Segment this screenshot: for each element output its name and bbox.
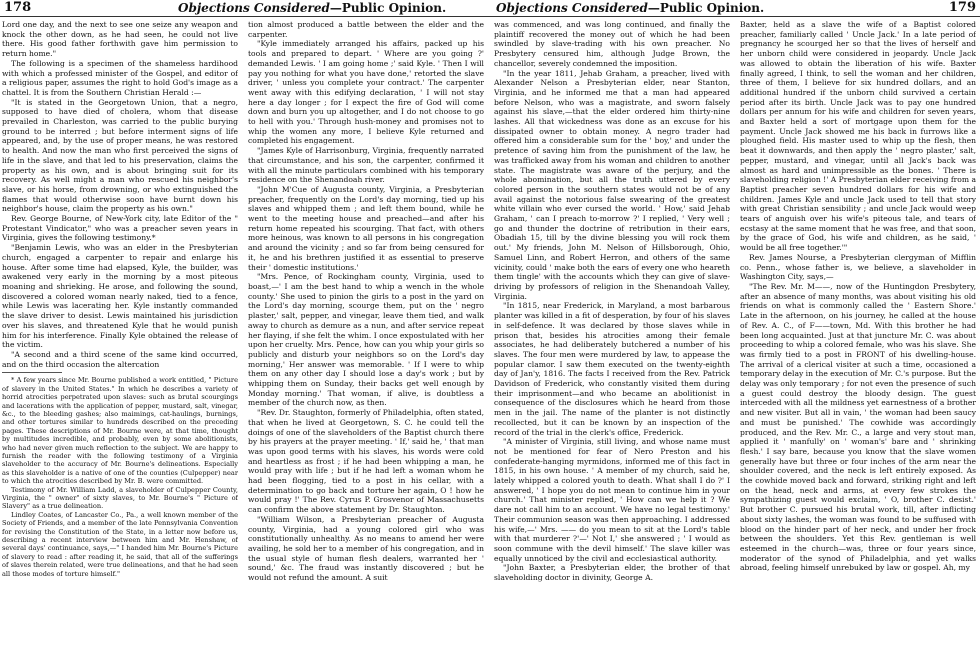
- running-title-sub: —Public Opinion.: [329, 1, 447, 15]
- text-column-right: [248, 20, 484, 666]
- running-title: [178, 0, 446, 16]
- footnote-divider: [2, 372, 62, 373]
- running-title-sub: —Public Opinion.: [647, 1, 765, 15]
- paragraph: "James Kyle of Harrisonburg, Virginia, frequently narrated that circumstance, and his son, the carpenter, confirmed it with all the minute particulars combined with his temporary residence on the Shenandoah river.: [248, 146, 484, 185]
- page-header: [490, 0, 980, 17]
- page-header: [0, 0, 490, 17]
- right-page: [490, 0, 980, 669]
- paragraph: "Kyle immediately arranged his affairs, packed up his tools and prepared to depart. ' Where are you going ?' demanded Lewis. ' I am going home ;' said Kyle. ' Then I will pay you nothing for what you have done,' retorted the slave driver, ' unless you complete your contract.' The carpenter went away with this edifying declaration, ' I will not stay here a day longer ; for I expect the fire of God will come down and burn you up altogether, and I do not choose to go to hell with you.' Through hush-money and promises not to whip the women any more, I believe Kyle returned and completed his engagement.: [248, 39, 484, 146]
- paragraph: "A second and a third scene of the same kind occurred, and on the third occasion the altercation: [2, 349, 238, 369]
- paragraph: "William Wilson, a Presbyterian preacher of Augusta county, Virginia, had a young colored girl who was constitutionally unhealthy. As no means to amend her were availing, he sold her to a member of his congregation, and in the usual style of human flesh dealers, warranted her ' sound,' &c. The fraud was instantly discovered ; but he would not refund the amount. A suit: [248, 514, 484, 583]
- text-column-right: [740, 20, 976, 666]
- paragraph: "John M'Cue of Augusta county, Virginia, a Presbyterian preacher, frequently on the Lord's day morning, tied up his slaves and whipped them ; and left them bound, while he went to the meeting house and preached—and after his return home repeated his scourging. That fact, with others more heinous, was known to all persons in his congregation and around the vicinity ; and so far from being censured for it, he and his brethren justified it as essential to preserve their ' domestic institutions.': [248, 184, 484, 272]
- paragraph: was commenced, and was long continued, and finally the plaintiff recovered the money out of which he had been swindled by slave-trading with his own preacher. No Presbytery censured him, although Judge Brown, the chancellor, severely condemned the imposition.: [494, 20, 730, 68]
- paragraph: "It is stated in the Georgetown Union, that a negro, supposed to have died of cholera, whom that disease prevailed in Charleston, was carried to the public burying ground to be interred ; but before interment signs of life appeared, and, by the use of proper means, he was restored to health. And now the man who first perceived the signs of life in the slave, and that led to his preservation, claims the property as his own, and is about bringing suit for its recovery. As well might a man who rescued his neighbor's slave, or his horse, from drowning, or who extinguished the flames that would otherwise soon have burnt down his neighbor's house, claim the property as his own.": [2, 97, 238, 214]
- running-title-main: Objections Considered: [178, 1, 330, 15]
- text-column-left: [494, 20, 730, 666]
- paragraph: Rev. George Bourne, of New-York city, late Editor of the " Protestant Vindicator," who was a preacher seven years in Virginia, gives the following testimony.*: [2, 214, 238, 243]
- running-title: [496, 0, 764, 16]
- paragraph: Lord one day, and the next to see one seize any weapon and knock the other down, as he had seen, he could not live there. His good father forthwith gave him permission to return home.": [2, 20, 238, 59]
- paragraph: The following is a specimen of the shameless hardihood with which a professed minister of the Gospel, and editor of a religious paper, assumes the right to hold God's image as a chattel. It is from the Southern Christian Herald :—: [2, 58, 238, 97]
- running-title-main: Objections Considered: [496, 1, 648, 15]
- page-number: 179: [948, 0, 976, 15]
- text-column-left: [2, 20, 238, 666]
- paragraph: "A minister of Virginia, still living, and whose name must not be mentioned for fear of Nero Preston and his confederate-hanging myrmidons, informed me of this fact in 1815, in his own house. ' A member of my church, said he, lately whipped a colored youth to death. What shall I do ?' I answered, ' I hope you do not mean to continue him in your church.' That minister replied, ' How can we help it ? We dare not call him to an account. We have no legal testimony.' Their communion season was then approaching. I addressed his wife,—' Mrs. —— do you mean to sit at the Lord's table with that murderer ?'—' Not I,' she answered ; ' I would as soon commune with the devil himself.' The slave killer was equally unnoticed by the civil and ecclesiastical authority.: [494, 437, 730, 563]
- paragraph: "Benjamin Lewis, who was an elder in the Presbyterian church, engaged a carpenter to repair and enlarge his house. After some time had elapsed, Kyle, the builder, was awakened very early in the morning by a most piteous moaning and shrieking. He arose, and following the sound, discovered a colored woman nearly naked, tied to a fence, while Lewis was lacerating her. Kyle instantly commanded the slave driver to desist. Lewis maintained his jurisdiction over his slaves, and threatened Kyle that he would punish him for his interference. Finally Kyle obtained the release of the victim.: [2, 243, 238, 350]
- footnote: Testimony of Mr. William Ladd, a slaveholder of Culpepper County, Virginia, the " owner" of sixty slaves, to Mr. Bourne's " Picture of Slavery" as a true delineation.: [2, 485, 238, 511]
- paragraph: tion almost produced a battle between the elder and the carpenter.: [248, 20, 484, 39]
- paragraph: "In the year 1811, Jehab Graham, a preacher, lived with Alexander Nelson a Presbyterian elder, near Stanton, Virginia, and he informed me that a man had appeared before Nelson, who was a magistrate, and sworn falsely against his slave,—that the elder ordered him thirty-nine lashes. All that wickedness was done as an excuse for his dissipated owner to obtain money. A negro trader had offered him a considerable sum for the ' boy,' and under the pretence of saving him from the punishment of the law, he was trafficked away from his woman and children to another state. The magistrate was aware of the perjury, and the whole abomination, but all the truth uttered by every colored person in the southern states would not be of any avail against the notorious false swearing of the greatest white villain who ever cursed the world. ' How,' said Jehab Graham, ' can I preach to-morrow ?' I replied, ' Very well ; go and thunder the doctrine of retribution in their ears, Obadiah 15, till by the divine blessing you will rock them out.' My friends, John M. Nelson of Hillsborough, Ohio, Samuel Linn, and Robert Herron, and others of the same vicinity, could ' make both the ears of every one who heareth them tingle' with the accounts which they can give of slave-driving by professors of religion in the Shenandoah Valley, Virginia.: [494, 68, 730, 301]
- paragraph: "Rev. Dr. Staughton, formerly of Philadelphia, often stated, that when he lived at Georgetown, S. C. he could tell the doings of one of the slaveholders of the Baptist church there by his prayers at the prayer meeting. ' If,' said he, ' that man was upon good terms with his slaves, his words were cold and heartless as frost ; if he had been whipping a man, he would pray with life ; but if he had left a woman whom he had been flogging, tied to a post in his cellar, with a determination to go back and torture her again, O ! how he would pray !' The Rev. Cyrus P. Grosvenor of Massachusetts can confirm the above statement by Dr. Staughton.: [248, 408, 484, 515]
- footnote: * A few years since Mr. Bourne published a work entitled, " Picture of slavery in the United States." In which he describes a variety of horrid atrocities perpetrated upon slaves: such as brutal scourgings and lacerations with the application of pepper, mustard, salt, vinegar, &c., to the bleeding gashes; also maimings, cat-haulings, burnings, and other tortures similar to hundreds described on the preceding pages. These descriptions of Mr. Bourne were, at that time, thought by multitudes incredible, and probably, even by some abolitionists, who had never given much reflection to the subject. We are happy to furnish the reader with the following testimony of a Virginia slaveholder to the accuracy of Mr. Bourne's delineations. Especially as this slaveholder is a native of one of the counties (Culpepper) near to which the atrocities described by Mr. B. were committed.: [2, 376, 238, 486]
- paragraph: Rev. James Nourse, a Presbyterian clergyman of Mifflin co. Penn., whose father is, we believe, a slaveholder in Washington City, says,—: [740, 252, 976, 282]
- footnote: Lindley Coates, of Lancaster Co., Pa., a well known member of the Society of Friends, and a member of the late Pennsylvania Convention for revising the Constitution of the State, in a letter now before us, describing a recent interview between him and Mr. Henshaw, of several days' continuance, says,—" I handed him Mr. Bourne's Picture of slavery to read : after reading it, he said, that all of the sufferings of slaves therein related, were true delineations, and that he had seen all those modes of torture himself.": [2, 510, 238, 578]
- paragraph: "In 1815, near Frederick, in Maryland, a most barbarous planter was killed in a fit of desperation, by four of his slaves in self-defence. It was declared by those slaves while in prison that, besides his atrocities among their female associates, he had deliberately butchered a number of his slaves. The four men were murdered by law, to appease the popular clamor. I saw them executed on the twenty-eighth day of Jan'y, 1816. The facts I received from the Rev. Patrick Davidson of Frederick, who constantly visited them during their imprisonment—and who became an abolitionist in consequence of the disclosures which he heard from those men in the jail. The name of the planter is not distinctly recollected, but it can be known by an inspection of the record of the trial in the clerk's office, Frederick.: [494, 301, 730, 437]
- paragraph: Baxter, held as a slave the wife of a Baptist colored preacher, familiarly called ' Uncle Jack.' In a late period of pregnancy he scourged her so that the lives of herself and her unborn child were considered in jeopardy. Uncle Jack was allowed to obtain the liberation of his wife. Baxter finally agreed, I think, to sell the woman and her children, three of them, I believe for six hundred dollars, and an additional hundred if the unborn child survived a certain period after its birth. Uncle Jack was to pay one hundred dollars per annum for his wife and children for seven years, and Baxter held a sort of mortgage upon them for the payment. Uncle Jack showed me his back in furrows like a ploughed field. His master used to whip up the flesh, then beat it downwards, and then apply the ' negro plaster,' salt, pepper, mustard, and vinegar, until all Jack's back was almost as hard and unimpressible as the bones. ' There is slaveholding religion !' A Presbyterian elder receiving from a Baptist preacher seven hundred dollars for his wife and children. James Kyle and uncle Jack used to tell that story with great Christian sensibility ; and uncle Jack would weep tears of anguish over his wife's piteous tale, and tears of ecstasy at the same moment that he was free, and that soon, by the grace of God, his wife and children, as he said, ' would be all free together.'": [740, 20, 976, 253]
- page-number: 178: [4, 0, 32, 15]
- paragraph: "Mrs. Pence, of Rockingham county, Virginia, used to boast,—' I am the best hand to whip a wench in the whole county.' She used to pinion the girls to a post in the yard on the Lord's day morning, scourge them, put on the ' negro plaster,' salt, pepper, and vinegar, leave them tied, and walk away to church as demure as a nun, and after service repeat her flaying, if she felt the whim. I once expostulated with her upon her cruelty. Mrs. Pence, how can you whip your girls so publicly and disturb your neighbors so on the Lord's day morning,' Her answer was memorable. ' If I were to whip them on any other day I should lose a day's work ; but by whipping them on Sunday, their backs get well enough by Monday morning.' That woman, if alive, is doubtless a member of the church now, as then.: [248, 272, 484, 408]
- paragraph: "John Baxter, a Presbyterian elder, the brother of that slaveholding doctor in divinity, George A.: [494, 563, 730, 583]
- paragraph: "The Rev. Mr. M——, now of the Huntingdon Presbytery, after an absence of many months, was about visiting his old friends on what is commonly called the ' Eastern Shore.' Late in the afternoon, on his journey, he called at the house of Rev. A. C., of F——town, Md. With this brother he had been long acquainted. Just at that juncture Mr. C. was about proceeding to whip a colored female, who was his slave. She was firmly tied to a post in FRONT of his dwelling-house. The arrival of a clerical visiter at such a time, occasioned a temporary delay in the execution of Mr. C.'s purpose. But the delay was only temporary ; for not even the presence of such a guest could destroy the bloody design. The guest interceded with all the mildness yet earnestness of a brother and new visiter. But all in vain, ' the woman had been saucy and must be punished.' The cowhide was accordingly produced, and the Rev. Mr. C., a large and very stout man, applied it ' manfully' on ' woman's' bare and ' shrinking flesh.' I say bare, because you know that the slave women generally have but three or four inches of the arm near the shoulder covered, and the neck is left entirely exposed. As the cowhide moved back and forward, striking right and left on the head, neck and arms, at every few strokes the sympathizing guest would exclaim, ' O, brother C. desist.' But brother C. pursued his brutal work, till, after inflicting about sixty lashes, the woman was found to be suffused with blood on the hinder part of her neck, and under her frock between the shoulders. Yet this Rev. gentleman is well esteemed in the church—was, three or four years since, moderator of the synod of Philadelphia, and yet walks abroad, feeling himself unrebuked by law or gospel. Ah, my: [740, 281, 976, 573]
